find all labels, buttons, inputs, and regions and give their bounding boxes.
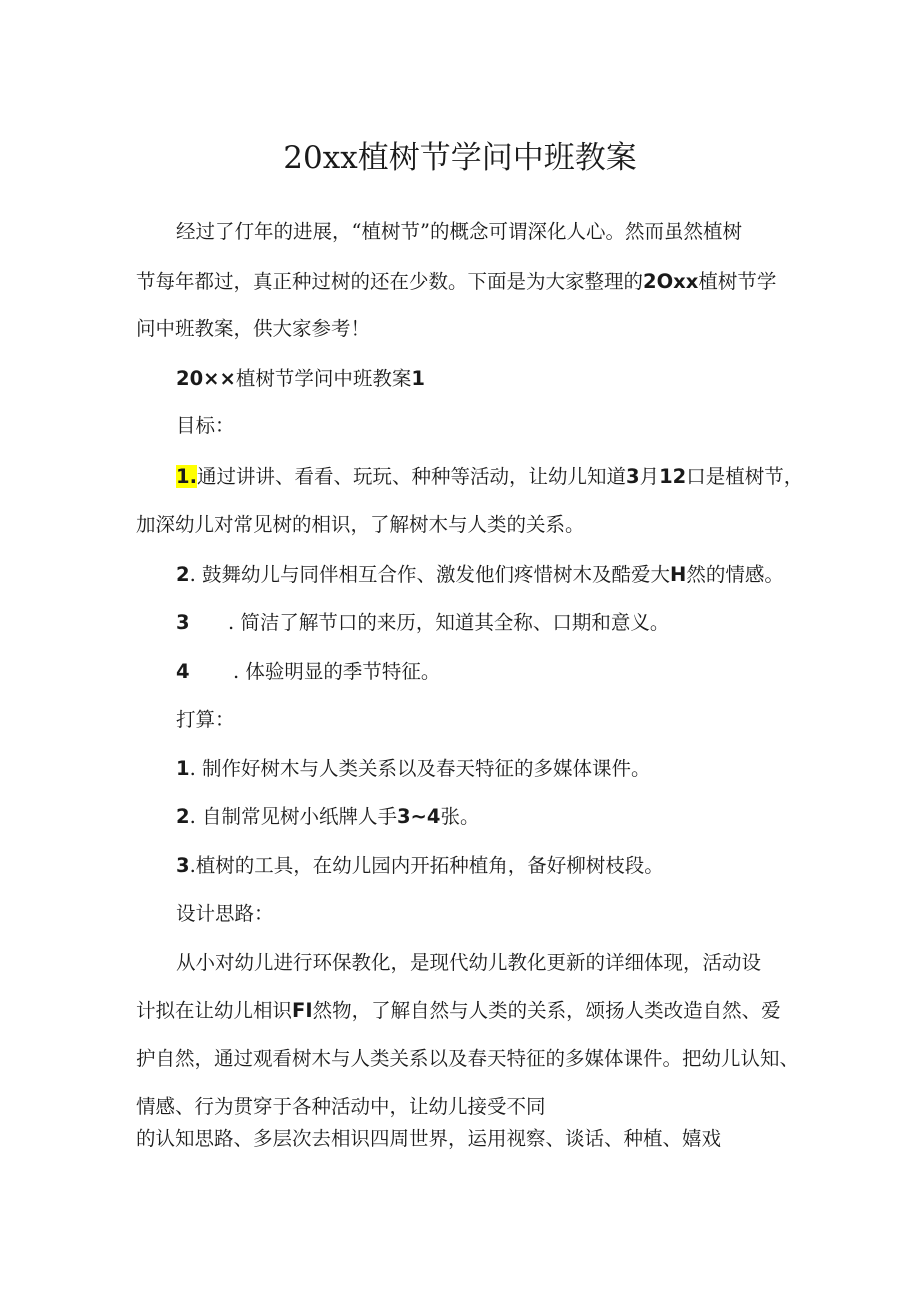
goal-1-continued: 加深幼儿对常见树的相识，了解树木与人类的关系。 [136,513,585,536]
goal-3-number: 3 [176,611,190,634]
goal-1 [176,462,803,492]
document-title: 20xx植树节学问中班教案 [283,140,637,176]
intro-line-3: 问中班教案，供大家参考！ [136,317,371,340]
prep-3-text: .植树的工具，在幼儿园内开拓种植角，备好柳树枝段。 [189,854,664,877]
design-line-2 [136,996,781,1026]
intro-line-1: 经过了仃年的进展，“植树节”的概念可谓深化人心。然而虽然植树 [176,220,742,243]
section-heading-number: 1 [411,367,425,390]
goals-label: 目标： [176,414,235,437]
intro-line-2-text: 节每年都过，真正种过树的还在少数。下面是为大家整理的 [136,270,644,293]
goal-1-text-end: 口是植树节， [686,465,804,488]
design-label: 设计思路： [176,902,274,925]
section-heading-text: 植树节学问中班教案 [235,367,412,390]
goal-3 [176,608,669,638]
goal-2-text: . 鼓舞幼儿与同伴相互合作、激发他们疼惜树木及酷爱大 [189,563,670,586]
prep-2-text-end: 张。 [440,805,480,828]
design-line-2-text: 计拟在让幼儿相识 [136,999,293,1022]
goal-4-text: . 体验明显的季节特征。 [233,660,441,683]
prep-label: 打算： [176,708,235,731]
intro-line-2 [136,267,776,297]
goal-1-month: 3 [626,465,640,488]
prep-1 [176,754,650,784]
goal-2 [176,560,784,590]
prep-2-text: . 自制常见树小纸牌人手 [189,805,397,828]
design-line-1: 从小对幼儿进行环保教化，是现代幼儿教化更新的详细体现，活动设 [176,951,762,974]
design-line-3: 护自然，通过观看树木与人类关系以及春天特征的多媒体课件。把幼儿认知、 [136,1047,800,1070]
prep-3-number: 3 [176,854,190,877]
goal-2-text-end: 然的情感。 [686,563,784,586]
goal-1-month-label: 月 [639,465,660,488]
intro-line-2-end: 植树节学 [698,270,777,293]
prep-2-range: 3~4 [396,805,441,828]
goal-2-number: 2 [176,563,190,586]
goal-2-glyph: H [669,563,687,586]
section-heading [176,364,425,394]
goal-4 [176,657,440,687]
design-line-2-end: 然物，了解自然与人类的关系，颂扬人类改造自然、爱 [312,999,781,1022]
section-heading-year: 20×× [176,367,236,390]
prep-2-number: 2 [176,805,190,828]
prep-1-text: . 制作好树木与人类关系以及春天特征的多媒体课件。 [189,757,651,780]
intro-year: 2Oxx [643,270,699,293]
design-line-4: 情感、行为贯穿于各种活动中，让幼儿接受不同 [136,1095,546,1118]
prep-3 [176,851,664,881]
goal-1-number: 1. [176,465,197,488]
prep-1-number: 1 [176,757,190,780]
goal-1-day: 12 [659,465,687,488]
goal-1-text: 通过讲讲、看看、玩玩、种种等活动，让幼儿知道 [196,465,626,488]
goal-3-text: . 简洁了解节口的来历，知道其全称、口期和意义。 [228,611,670,634]
goal-4-number: 4 [176,660,190,683]
design-line-5: 的认知思路、多层次去相识四周世界，运用视察、谈话、种植、嬉戏 [136,1127,722,1150]
prep-2 [176,802,479,832]
design-line-2-glyph: FI [292,999,313,1022]
